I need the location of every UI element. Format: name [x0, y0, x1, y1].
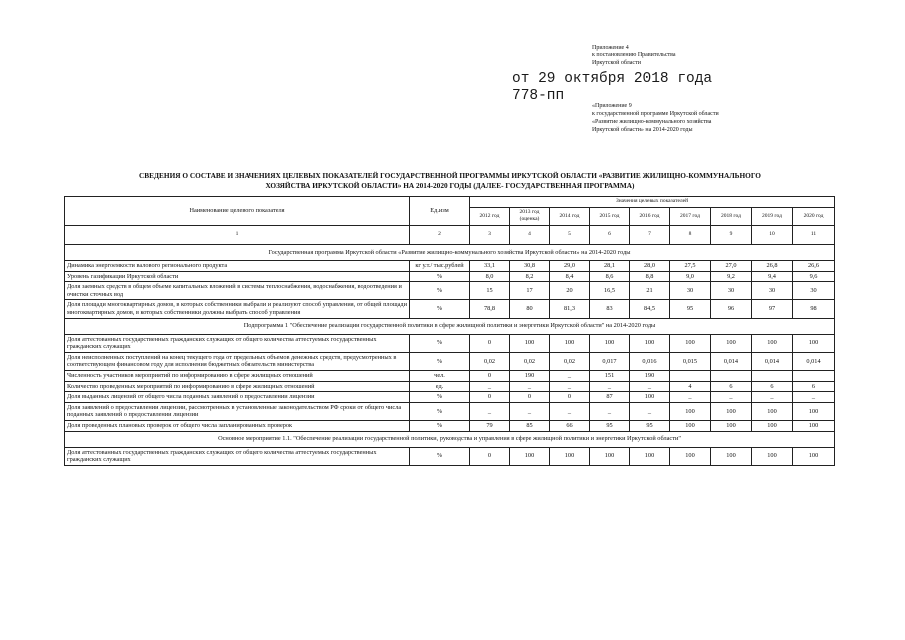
appendix-line: к постановлению Правительства [592, 52, 676, 59]
indicator-value: _ [793, 392, 835, 403]
annex-line: «Приложение 9 [592, 103, 632, 109]
section-title: Государственная программа Иркутской области «Развитие жилищно-коммунального хозяйства Иркутской области» на 2014-2020 годы [65, 245, 835, 261]
year-header: 2019 год [752, 207, 793, 225]
indicator-value: 100 [590, 447, 630, 465]
indicator-name: Доля заявлений о предоставлении лицензии, рассмотренных в установленные законодательством РФ сроки от общего числа поданных заявлений о предоставлении лицензии [65, 402, 410, 420]
section-title: Основное мероприятие 1.1. "Обеспечение реализации государственной политики, руководства и управления в сфере жилищной политики и энергетики Иркутской области" [65, 431, 835, 447]
indicator-name: Доля неисполненных поступлений на конец текущего года от предельных объемов денежных средств, предусмотренных в соответствующем финансовом году для исполнения бюджетных обязательств министерства [65, 352, 410, 370]
indicator-value: _ [510, 402, 550, 420]
indicator-value: 27,0 [711, 261, 752, 272]
indicator-value: 100 [630, 392, 670, 403]
indicator-name: Численность участников мероприятий по информированию в сфере жилищных отношений [65, 370, 410, 381]
indicator-value: 0,02 [510, 352, 550, 370]
indicator-value: 100 [711, 402, 752, 420]
indicator-value: 29,0 [550, 261, 590, 272]
indicator-value: 20 [550, 282, 590, 300]
indicator-value: 95 [630, 420, 670, 431]
indicator-unit: ед. [410, 381, 470, 392]
indicator-value: 30,8 [510, 261, 550, 272]
indicator-value: 78,8 [470, 300, 510, 318]
appendix-line: Иркутской области [592, 59, 641, 66]
indicator-value: 100 [630, 447, 670, 465]
indicator-value: 100 [752, 402, 793, 420]
indicator-value: 100 [510, 334, 550, 352]
indicator-value: 100 [670, 334, 711, 352]
indicator-value: 0,014 [793, 352, 835, 370]
stamp-date: от 29 октября 2018 года [512, 71, 713, 87]
indicator-value: _ [752, 392, 793, 403]
indicator-value [793, 370, 835, 381]
indicator-value: 98 [793, 300, 835, 318]
stamp-number: 778-пп [512, 88, 565, 104]
indicator-name: Доля аттестованных государственных гражданских служащих от общего количества аттестуемых государственных гражданских служащих [65, 447, 410, 465]
indicator-value: _ [470, 381, 510, 392]
indicator-value: 9,2 [711, 271, 752, 282]
indicator-value: 0,02 [470, 352, 510, 370]
indicator-value: _ [510, 381, 550, 392]
column-number: 10 [752, 226, 793, 245]
indicator-value: 100 [711, 420, 752, 431]
indicator-value: _ [630, 381, 670, 392]
table-row [65, 334, 835, 352]
indicator-value: 8,8 [630, 271, 670, 282]
table-row [65, 300, 835, 318]
indicator-unit: % [410, 352, 470, 370]
indicator-value: 0 [470, 334, 510, 352]
year-header: 2012 год [470, 207, 510, 225]
indicator-value: 17 [510, 282, 550, 300]
indicator-value [711, 370, 752, 381]
indicator-value: _ [711, 392, 752, 403]
table-row [65, 392, 835, 403]
indicator-value: 95 [670, 300, 711, 318]
indicator-value: 100 [793, 334, 835, 352]
indicator-value: 151 [590, 370, 630, 381]
title-line: ХОЗЯЙСТВА ИРКУТСКОЙ ОБЛАСТИ» НА 2014-2020 ГОДЫ (ДАЛЕЕ- ГОСУДАРСТВЕННАЯ ПРОГРАММА) [265, 181, 635, 190]
column-number: 8 [670, 226, 711, 245]
indicator-name: Количество проведенных мероприятий по информированию в сфере жилищных отношений [65, 381, 410, 392]
indicator-value: _ [550, 402, 590, 420]
column-number: 4 [510, 226, 550, 245]
year-header: 2016 год [630, 207, 670, 225]
indicator-value: 9,4 [752, 271, 793, 282]
date-stamp [512, 71, 712, 105]
indicator-value: 0,02 [550, 352, 590, 370]
title-line: СВЕДЕНИЯ О СОСТАВЕ И ЗНАЧЕНИЯХ ЦЕЛЕВЫХ ПОКАЗАТЕЛЕЙ ГОСУДАРСТВЕННОЙ ПРОГРАММЫ ИРКУТСКОЙ ОБЛАСТИ «РАЗВИТИЕ ЖИЛИЩНО-КОММУНАЛЬНОГО [139, 171, 761, 180]
section-row [65, 318, 835, 334]
indicator-value: 0,017 [590, 352, 630, 370]
column-number: 2 [410, 226, 470, 245]
indicator-value: 0 [510, 392, 550, 403]
column-number: 7 [630, 226, 670, 245]
table-row [65, 402, 835, 420]
indicator-value: 30 [793, 282, 835, 300]
indicator-value: 30 [711, 282, 752, 300]
indicator-unit: % [410, 334, 470, 352]
indicator-value: 28,0 [630, 261, 670, 272]
indicator-value: 0,016 [630, 352, 670, 370]
indicator-value: 26,8 [752, 261, 793, 272]
indicator-value: 100 [752, 447, 793, 465]
indicator-value: 100 [630, 334, 670, 352]
column-numbers-row [65, 226, 835, 245]
indicator-unit: % [410, 271, 470, 282]
indicator-value: 100 [510, 447, 550, 465]
indicator-name: Доля заемных средств в общем объеме капитальных вложений в системы теплоснабжения, водоснабжения, водоотведения и очистки сточных вод [65, 282, 410, 300]
indicator-unit: % [410, 420, 470, 431]
annex-header [592, 102, 719, 134]
indicator-value: 100 [550, 334, 590, 352]
indicator-value: _ [550, 381, 590, 392]
indicator-value: 97 [752, 300, 793, 318]
header-row [65, 197, 835, 208]
indicator-name: Доля площади многоквартирных домов, в которых собственники выбрали и реализуют способ управления, от общей площади многоквартирных домов, в которых собственники должны выбрать способ управления [65, 300, 410, 318]
year-header: 2017 год [670, 207, 711, 225]
indicator-value: 0,015 [670, 352, 711, 370]
indicator-value: 190 [510, 370, 550, 381]
indicator-value: 0 [550, 392, 590, 403]
table-row [65, 282, 835, 300]
indicator-value: 100 [711, 447, 752, 465]
indicator-value: 16,5 [590, 282, 630, 300]
indicator-value: 8,2 [510, 271, 550, 282]
annex-line: Иркутской области» на 2014-2020 годы [592, 127, 693, 133]
table-row [65, 271, 835, 282]
annex-line: «Развитие жилищно-коммунального хозяйства [592, 119, 712, 125]
indicator-value: _ [550, 370, 590, 381]
indicator-value: 83 [590, 300, 630, 318]
indicator-value: 84,5 [630, 300, 670, 318]
appendix-header [592, 45, 676, 67]
indicator-unit: % [410, 402, 470, 420]
table-row [65, 381, 835, 392]
indicator-value: 95 [590, 420, 630, 431]
indicator-value: 100 [793, 447, 835, 465]
table-row [65, 420, 835, 431]
document-title [95, 171, 805, 191]
table-row [65, 352, 835, 370]
indicator-value: 8,4 [550, 271, 590, 282]
table-row [65, 261, 835, 272]
indicator-value: 100 [670, 402, 711, 420]
indicator-value: 87 [590, 392, 630, 403]
column-number: 1 [65, 226, 410, 245]
indicator-value: 8,6 [590, 271, 630, 282]
indicator-value: 100 [590, 334, 630, 352]
indicator-value: 30 [670, 282, 711, 300]
indicator-value: 0,014 [711, 352, 752, 370]
indicator-value: _ [670, 392, 711, 403]
indicator-value: 100 [711, 334, 752, 352]
column-number: 9 [711, 226, 752, 245]
indicator-value: 6 [752, 381, 793, 392]
year-header: 2013 год (оценка) [510, 207, 550, 225]
indicator-value: 100 [752, 334, 793, 352]
section-title: Подпрограмма 1 "Обеспечение реализации государственной политики в сфере жилищной политики и энергетики Иркутской области" на 2014-2020 годы [65, 318, 835, 334]
indicator-value: 27,5 [670, 261, 711, 272]
indicator-value: 0 [470, 370, 510, 381]
appendix-line: Приложение 4 [592, 45, 629, 51]
column-header-unit: Ед.изм [410, 197, 470, 226]
indicator-name: Доля аттестованных государственных гражданских служащих от общего количества аттестуемых государственных гражданских служащих [65, 334, 410, 352]
annex-line: к государственной программе Иркутской области [592, 111, 719, 117]
column-header-values: Значения целевых показателей [470, 197, 835, 208]
indicator-value: 6 [711, 381, 752, 392]
indicator-unit: % [410, 392, 470, 403]
column-number: 3 [470, 226, 510, 245]
section-row [65, 245, 835, 261]
indicator-value: 0 [470, 447, 510, 465]
year-header: 2014 год [550, 207, 590, 225]
table-row [65, 447, 835, 465]
indicator-value: 81,3 [550, 300, 590, 318]
indicator-name: Доля проведенных плановых проверок от общего числа запланированных проверок [65, 420, 410, 431]
section-row [65, 431, 835, 447]
indicator-value: 28,1 [590, 261, 630, 272]
indicator-value: 9,0 [670, 271, 711, 282]
indicator-name: Динамика энергоемкости валового регионального продукта [65, 261, 410, 272]
indicator-value: 100 [793, 420, 835, 431]
indicator-value: 85 [510, 420, 550, 431]
indicator-unit: чел. [410, 370, 470, 381]
indicator-value: _ [590, 402, 630, 420]
indicator-value [752, 370, 793, 381]
column-header-name: Наименование целевого показателя [65, 197, 410, 226]
indicator-value: 21 [630, 282, 670, 300]
column-number: 6 [590, 226, 630, 245]
column-number: 11 [793, 226, 835, 245]
column-number: 5 [550, 226, 590, 245]
indicator-value: 0 [470, 392, 510, 403]
indicator-value: 30 [752, 282, 793, 300]
indicator-value: 8,0 [470, 271, 510, 282]
indicator-value: 33,1 [470, 261, 510, 272]
indicator-value: _ [590, 381, 630, 392]
indicator-unit: % [410, 282, 470, 300]
indicator-value: _ [630, 402, 670, 420]
indicator-value: 96 [711, 300, 752, 318]
indicator-value: 9,6 [793, 271, 835, 282]
indicator-value: 100 [670, 420, 711, 431]
indicator-unit: % [410, 447, 470, 465]
year-header: 2018 год [711, 207, 752, 225]
indicator-name: Уровень газификации Иркутской области [65, 271, 410, 282]
indicator-value: 100 [752, 420, 793, 431]
indicator-value: 100 [793, 402, 835, 420]
indicator-value [670, 370, 711, 381]
indicator-value: 4 [670, 381, 711, 392]
indicator-value: 79 [470, 420, 510, 431]
indicator-value: 190 [630, 370, 670, 381]
indicator-value: 100 [550, 447, 590, 465]
indicator-value: 6 [793, 381, 835, 392]
indicator-value: 15 [470, 282, 510, 300]
indicator-value: 66 [550, 420, 590, 431]
indicators-table [64, 196, 835, 466]
table-row [65, 370, 835, 381]
indicator-unit: % [410, 300, 470, 318]
indicator-name: Доля выданных лицензий от общего числа поданных заявлений о предоставлении лицензии [65, 392, 410, 403]
year-header: 2020 год [793, 207, 835, 225]
indicator-value: 100 [670, 447, 711, 465]
indicator-value: _ [470, 402, 510, 420]
year-header: 2015 год [590, 207, 630, 225]
indicator-unit: кг у.т./ тыс.рублей [410, 261, 470, 272]
indicator-value: 80 [510, 300, 550, 318]
indicator-value: 0,014 [752, 352, 793, 370]
indicator-value: 26,6 [793, 261, 835, 272]
